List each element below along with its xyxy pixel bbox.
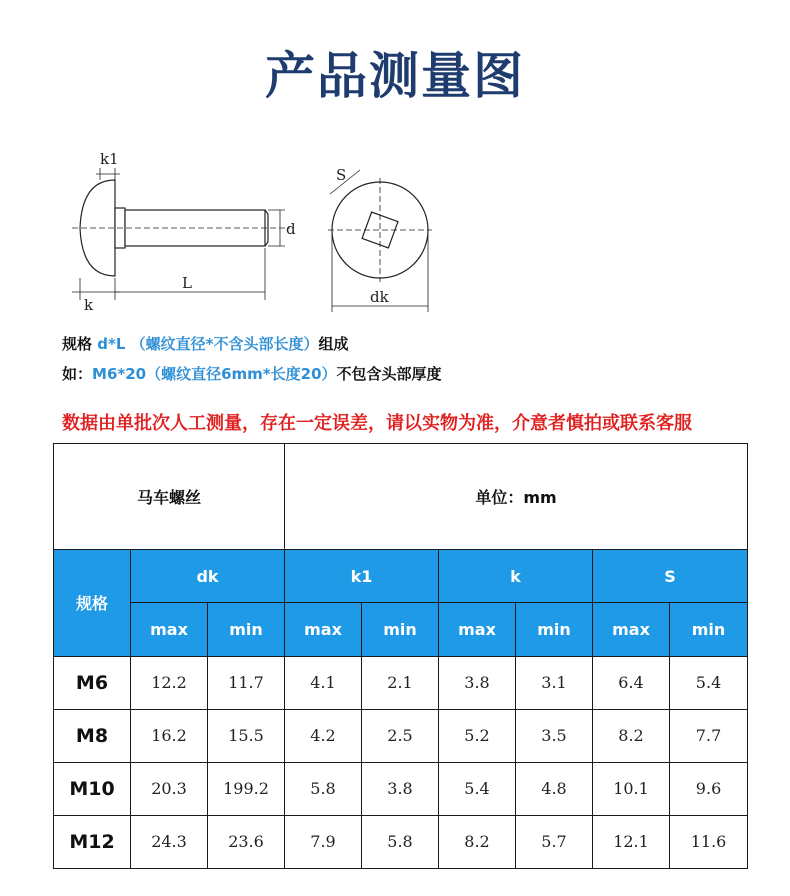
value-cell: 11.7 — [208, 656, 285, 709]
spec-line1-highlight: d*L （螺纹直径*不含头部长度） — [97, 335, 319, 353]
measurement-warning: 数据由单批次人工测量，存在一定误差，请以实物为准，介意者慎拍或联系客服 — [62, 413, 692, 434]
value-cell: 15.5 — [208, 709, 285, 762]
value-cell: 12.1 — [593, 815, 670, 868]
spec-line2-suffix: 不包含头部厚度 — [336, 365, 442, 383]
group-header-row — [54, 550, 748, 603]
label-dk: dk — [370, 288, 389, 306]
table-row — [54, 656, 748, 709]
value-cell: 20.3 — [131, 762, 208, 815]
spec-line2-highlight: M6*20（螺纹直径6mm*长度20） — [92, 365, 337, 383]
value-cell: 5.7 — [516, 815, 593, 868]
spec-example-line — [62, 363, 442, 384]
value-cell: 7.7 — [670, 709, 748, 762]
size-cell: M12 — [54, 815, 131, 868]
value-cell: 3.8 — [439, 656, 516, 709]
product-name-cell: 马车螺丝 — [54, 444, 285, 550]
sub-header-row — [54, 603, 748, 656]
table-row — [54, 762, 748, 815]
value-cell: 4.2 — [285, 709, 362, 762]
value-cell: 2.5 — [362, 709, 439, 762]
value-cell: 8.2 — [439, 815, 516, 868]
group-header-k1: k1 — [285, 550, 439, 603]
sub-header-min: min — [208, 603, 285, 656]
value-cell: 23.6 — [208, 815, 285, 868]
value-cell: 3.5 — [516, 709, 593, 762]
sub-header-min: min — [516, 603, 593, 656]
sub-header-min: min — [362, 603, 439, 656]
sub-header-min: min — [670, 603, 748, 656]
group-header-dk: dk — [131, 550, 285, 603]
value-cell: 10.1 — [593, 762, 670, 815]
size-table — [53, 443, 748, 869]
value-cell: 12.2 — [131, 656, 208, 709]
label-k: k — [84, 296, 94, 314]
value-cell: 199.2 — [208, 762, 285, 815]
value-cell: 6.4 — [593, 656, 670, 709]
value-cell: 9.6 — [670, 762, 748, 815]
value-cell: 5.8 — [362, 815, 439, 868]
size-cell: M6 — [54, 656, 131, 709]
sub-header-max: max — [593, 603, 670, 656]
sub-header-max: max — [131, 603, 208, 656]
value-cell: 3.1 — [516, 656, 593, 709]
value-cell: 4.8 — [516, 762, 593, 815]
label-S: S — [336, 166, 347, 184]
group-header-s: S — [593, 550, 748, 603]
sub-header-max: max — [439, 603, 516, 656]
label-L: L — [182, 274, 192, 292]
spec-header: 规格 — [54, 550, 131, 656]
table-title-row — [54, 444, 748, 550]
size-cell: M10 — [54, 762, 131, 815]
label-k1: k1 — [100, 150, 119, 168]
value-cell: 24.3 — [131, 815, 208, 868]
value-cell: 5.4 — [670, 656, 748, 709]
carriage-bolt-diagram — [60, 150, 460, 320]
value-cell: 3.8 — [362, 762, 439, 815]
size-cell: M8 — [54, 709, 131, 762]
page-title: 产品测量图 — [265, 47, 525, 105]
unit-cell: 单位：mm — [285, 444, 748, 550]
table-row — [54, 815, 748, 868]
value-cell: 7.9 — [285, 815, 362, 868]
table-row — [54, 709, 748, 762]
value-cell: 5.4 — [439, 762, 516, 815]
value-cell: 16.2 — [131, 709, 208, 762]
label-d: d — [286, 220, 296, 238]
spec-format-line — [62, 333, 348, 354]
spec-line1-prefix: 规格 — [62, 335, 98, 353]
spec-line1-suffix: 组成 — [318, 335, 349, 353]
value-cell: 4.1 — [285, 656, 362, 709]
value-cell: 11.6 — [670, 815, 748, 868]
value-cell: 2.1 — [362, 656, 439, 709]
sub-header-max: max — [285, 603, 362, 656]
value-cell: 5.2 — [439, 709, 516, 762]
value-cell: 8.2 — [593, 709, 670, 762]
value-cell: 5.8 — [285, 762, 362, 815]
spec-line2-prefix: 如： — [62, 365, 93, 383]
group-header-k: k — [439, 550, 593, 603]
